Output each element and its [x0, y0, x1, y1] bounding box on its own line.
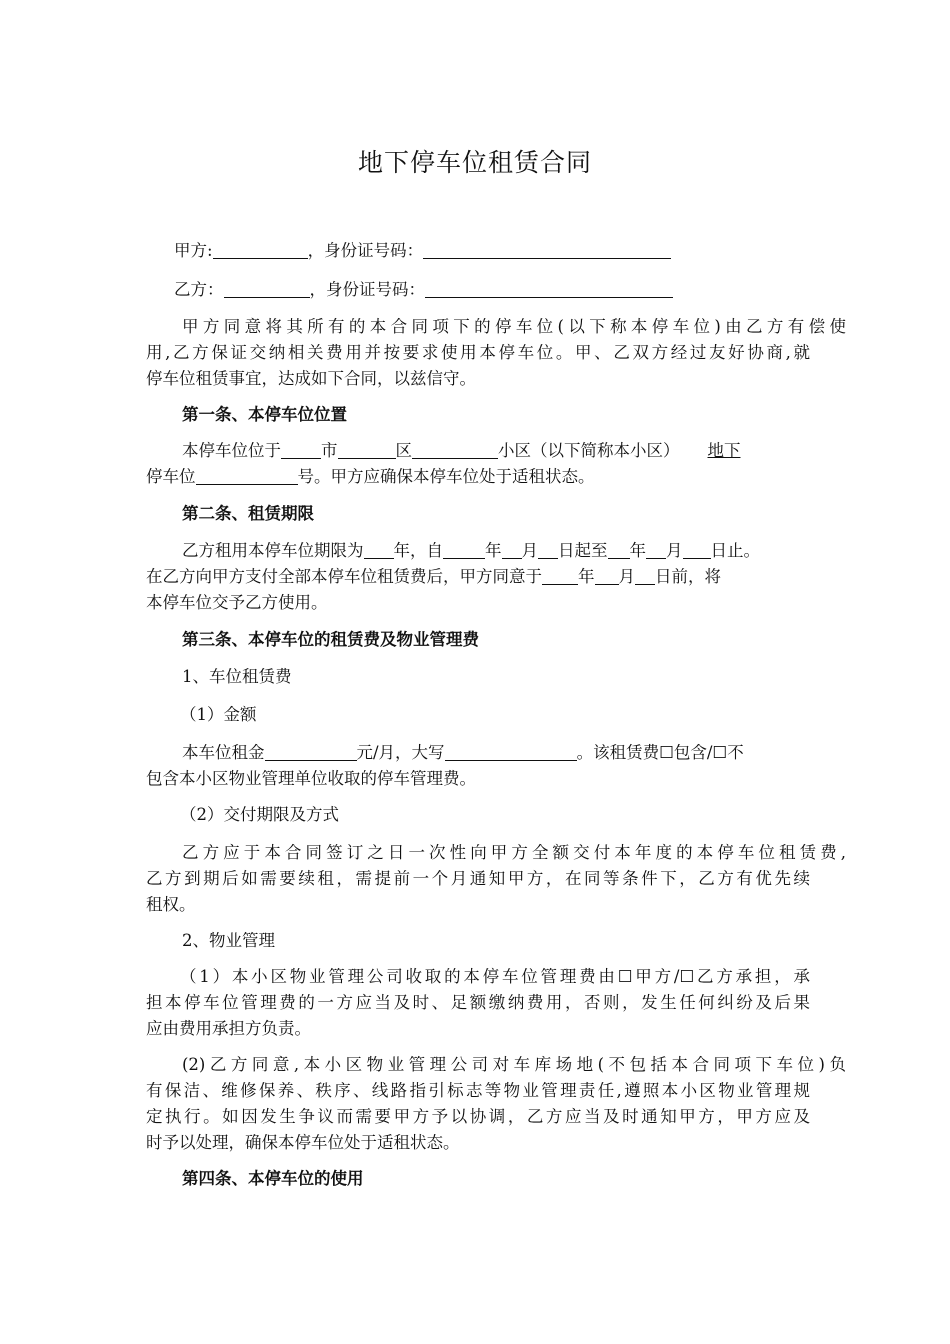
article-1-line: [146, 463, 810, 491]
property-mgmt-line: 有保洁、维修保养、秩序、线路指引标志等物业管理责任,遵照本小区物业管理规: [146, 1081, 810, 1100]
handover-day-field[interactable]: [635, 566, 655, 585]
text: 小区（以下简称本小区）: [498, 441, 680, 460]
text: 月: [618, 567, 635, 586]
term-years-field[interactable]: [364, 540, 394, 559]
property-mgmt-line: 时予以处理，确保本停车位处于适租状态。: [146, 1133, 460, 1152]
intro-line: 甲方同意将其所有的本合同项下的停车位(以下称本停车位)由乙方有偿使: [182, 317, 846, 336]
text: 日前，将: [655, 567, 721, 586]
party-a-id-field[interactable]: [423, 240, 671, 259]
district-field[interactable]: [338, 440, 396, 459]
payment-line: 乙方应于本合同签订之日一次性向甲方全额交付本年度的本停车位租赁费,: [182, 843, 846, 862]
text: 年: [578, 567, 595, 586]
text: 停车位: [146, 467, 196, 486]
subsection-heading: （2）交付期限及方式: [180, 805, 339, 824]
subsection-heading: （1）金额: [180, 705, 257, 724]
handover-month-field[interactable]: [595, 566, 619, 585]
article-4-heading: 第四条、本停车位的使用: [182, 1169, 364, 1188]
intro-line: 停车位租赁事宜，达成如下合同，以兹信守。: [146, 369, 476, 388]
rent-line: 包含本小区物业管理单位收取的停车管理费。: [146, 769, 476, 788]
end-month-field[interactable]: [646, 540, 666, 559]
payment-line: 租权。: [146, 895, 196, 914]
article-1-heading: 第一条、本停车位位置: [182, 405, 347, 424]
article-1-line: [146, 437, 846, 465]
party-b-name-field[interactable]: [224, 279, 310, 298]
party-a-name-field[interactable]: [213, 240, 308, 259]
property-mgmt-line: （1）本小区物业管理公司收取的本停车位管理费由☐甲方/☐乙方承担，承: [180, 967, 810, 986]
property-mgmt-line: 担本停车位管理费的一方应当及时、足额缴纳费用，否则，发生任何纠纷及后果: [146, 993, 810, 1012]
party-a-label: 甲方:: [174, 241, 213, 260]
party-b-label: 乙方：: [174, 280, 224, 299]
handover-year-field[interactable]: [542, 566, 578, 585]
text: 月: [666, 541, 683, 560]
article-2-line: 本停车位交予乙方使用。: [146, 593, 328, 612]
rent-line: [146, 739, 846, 767]
start-day-field[interactable]: [538, 540, 558, 559]
rent-uppercase-field[interactable]: [445, 742, 577, 761]
party-b-id-field[interactable]: [425, 279, 673, 298]
property-mgmt-line: (2)乙方同意,本小区物业管理公司对车库场地(不包括本合同项下车位)负: [182, 1055, 846, 1074]
article-3-heading: 第三条、本停车位的租赁费及物业管理费: [182, 630, 479, 649]
text: 乙方租用本停车位期限为: [182, 541, 364, 560]
end-day-field[interactable]: [683, 540, 711, 559]
article-2-line: [146, 537, 846, 565]
start-year-field[interactable]: [443, 540, 485, 559]
text: 本停车位位于: [182, 441, 281, 460]
text: 。该租赁费☐包含/☐不: [576, 743, 744, 762]
community-field[interactable]: [412, 440, 498, 459]
city-field[interactable]: [281, 440, 321, 459]
text: 年: [629, 541, 646, 560]
text: 年，自: [393, 541, 443, 560]
space-number-field[interactable]: [196, 466, 298, 485]
text: 日止。: [710, 541, 760, 560]
text: 区: [395, 441, 412, 460]
section-heading: 2、物业管理: [182, 931, 275, 950]
property-mgmt-line: 定执行。如因发生争议而需要甲方予以协调，乙方应当及时通知甲方，甲方应及: [146, 1107, 810, 1126]
end-year-field[interactable]: [608, 540, 630, 559]
party-a-line: [174, 237, 838, 265]
party-a-id-label: ，身份证号码：: [307, 241, 424, 260]
text: 本车位租金: [182, 743, 265, 762]
text: 号。甲方应确保本停车位处于适租状态。: [297, 467, 595, 486]
party-b-id-label: ，身份证号码：: [309, 280, 425, 299]
text: 日起至: [558, 541, 608, 560]
underground-text: 地下: [707, 441, 741, 460]
party-b-line: [174, 276, 838, 304]
start-month-field[interactable]: [502, 540, 522, 559]
text: 月: [521, 541, 538, 560]
rent-amount-field[interactable]: [265, 742, 357, 761]
article-2-heading: 第二条、租赁期限: [182, 504, 314, 523]
page-title: 地下停车位租赁合同: [357, 148, 592, 177]
text: 年: [485, 541, 502, 560]
text: 市: [321, 441, 338, 460]
intro-line: 用,乙方保证交纳相关费用并按要求使用本停车位。甲、乙双方经过友好协商,就: [146, 343, 810, 362]
text: 在乙方向甲方支付全部本停车位租赁费后，甲方同意于: [146, 567, 542, 586]
property-mgmt-line: 应由费用承担方负责。: [146, 1019, 311, 1038]
section-heading: 1、车位租赁费: [182, 667, 292, 686]
article-2-line: [146, 563, 810, 591]
payment-line: 乙方到期后如需要续租，需提前一个月通知甲方，在同等条件下，乙方有优先续: [146, 869, 810, 888]
text: 元/月，大写: [356, 743, 445, 762]
